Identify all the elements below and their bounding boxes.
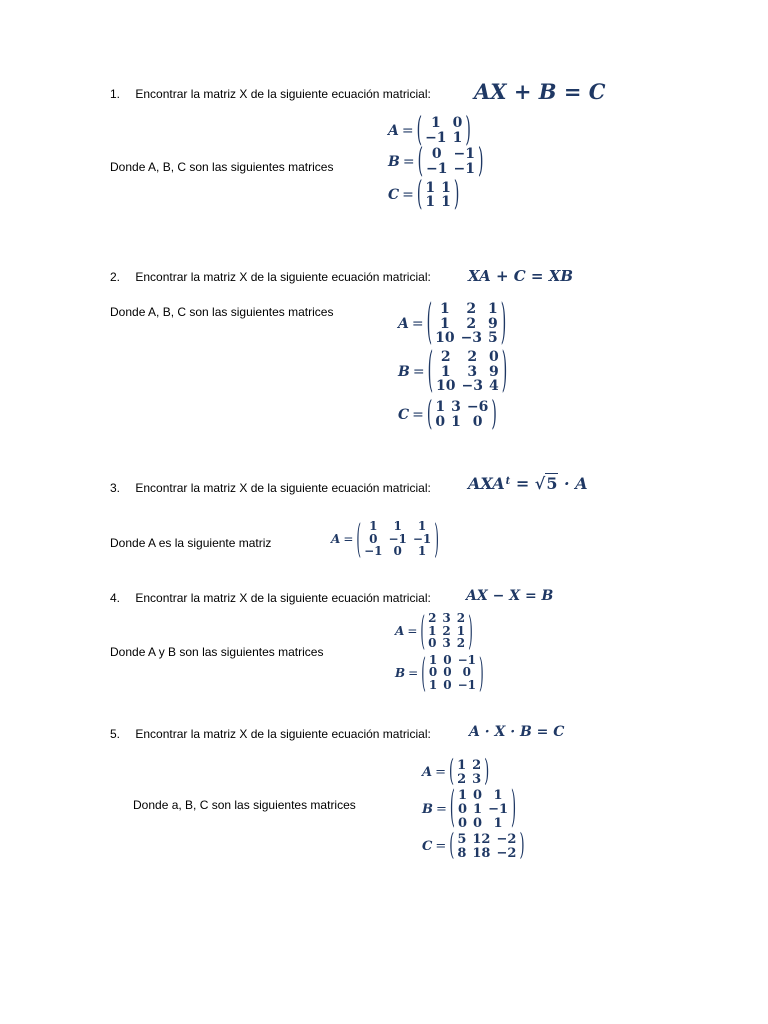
matrix-cell: 2 xyxy=(456,636,466,651)
left-paren: ( xyxy=(449,755,455,790)
matrix-cell: 2 xyxy=(466,301,477,317)
left-paren: ( xyxy=(416,176,423,215)
matrix-cell: 0 xyxy=(431,146,442,163)
problem-5-description: Donde a, B, C son las siguientes matrices xyxy=(133,798,356,812)
matrix-b xyxy=(398,344,508,400)
matrix-cell: 0 xyxy=(462,665,471,680)
matrix-cell: 0 xyxy=(428,636,437,651)
matrix-cell: 2 xyxy=(467,349,478,366)
matrix-a xyxy=(331,515,439,562)
matrix-cell: 1 xyxy=(457,758,467,773)
matrix-equals: = xyxy=(407,623,418,638)
matrix-cell: 0 xyxy=(369,531,378,546)
right-paren: ) xyxy=(519,829,525,865)
matrix-cell: 1 xyxy=(417,544,427,559)
matrix-cell: −1 xyxy=(412,531,432,546)
sqrt-radicand: 5 xyxy=(546,474,558,493)
matrix-grid xyxy=(433,350,502,394)
matrix-cell: 1 xyxy=(457,788,468,804)
matrix-cell: 3 xyxy=(472,771,482,787)
matrix-cell: 0 xyxy=(443,677,452,692)
right-paren: ) xyxy=(511,784,517,835)
matrix-equals: = xyxy=(411,316,424,333)
equals-sign: = xyxy=(510,474,535,493)
problem-3-equation xyxy=(468,474,588,493)
matrix-cell: −1 xyxy=(457,652,477,667)
question-text: Encontrar la matriz X de la siguiente ecuación matricial: xyxy=(135,481,431,495)
transpose-superscript: t xyxy=(505,475,511,487)
problem-number: 5. xyxy=(110,727,121,741)
matrix-name: A xyxy=(388,122,399,139)
left-paren: ( xyxy=(421,649,426,696)
problem-4-matrices xyxy=(395,607,484,696)
matrix-cell: 1 xyxy=(435,399,446,416)
left-paren: ( xyxy=(449,829,455,865)
matrix-cell: 0 xyxy=(393,544,402,559)
problem-number: 2. xyxy=(110,270,121,284)
problem-2-matrix-a xyxy=(398,296,507,352)
problem-3-description: Donde A es la siguiente matriz xyxy=(110,536,272,550)
matrix-cell: −1 xyxy=(425,129,447,146)
matrix-grid xyxy=(454,833,519,860)
matrix-grid xyxy=(422,181,454,210)
matrix-cell: 10 xyxy=(436,378,456,395)
sqrt-sign: √ xyxy=(534,474,546,493)
matrix-b xyxy=(395,649,484,696)
matrix-grid xyxy=(454,759,484,786)
matrix-cell: 2 xyxy=(442,623,451,638)
equation-rhs: · A xyxy=(558,474,588,493)
matrix-name: A xyxy=(395,623,405,638)
right-paren: ) xyxy=(484,755,490,790)
matrix-equals: = xyxy=(408,665,419,680)
matrix-c xyxy=(422,829,525,865)
matrix-cell: 1 xyxy=(493,788,503,804)
matrix-cell: 1 xyxy=(440,363,451,380)
question-text: Encontrar la matriz X de la siguiente ecuación matricial: xyxy=(135,591,431,605)
problem-2-matrix-c xyxy=(398,395,507,435)
matrix-cell: −1 xyxy=(453,146,476,163)
matrix-cell: 3 xyxy=(467,363,478,380)
problem-5-question xyxy=(110,727,431,741)
matrix-cell: 0 xyxy=(428,665,438,680)
matrix-cell: 0 xyxy=(472,413,483,430)
matrix-cell: −2 xyxy=(496,845,517,861)
matrix-cell: 2 xyxy=(472,758,482,773)
matrix-cell: 9 xyxy=(489,363,499,380)
problem-5-matrix-b xyxy=(422,784,525,835)
matrix-cell: −1 xyxy=(488,801,509,817)
matrix-cell: 1 xyxy=(425,194,436,211)
problem-4-matrix-b xyxy=(395,649,484,696)
problem-1-matrices xyxy=(388,111,484,215)
problem-2-equation: XA + C = XB xyxy=(468,267,574,285)
matrix-cell: 1 xyxy=(452,129,463,146)
problem-number: 4. xyxy=(110,591,121,605)
matrix-cell: 2 xyxy=(466,315,477,332)
matrix-grid xyxy=(423,147,478,176)
matrix-cell: 8 xyxy=(457,845,467,861)
matrix-cell: 1 xyxy=(439,315,450,332)
right-paren: ) xyxy=(453,176,460,215)
matrix-c xyxy=(388,176,483,215)
problem-2-matrices xyxy=(398,296,508,435)
question-text: Encontrar la matriz X de la siguiente ecuación matricial: xyxy=(135,727,431,741)
matrix-equals: = xyxy=(401,122,414,139)
matrix-name: B xyxy=(422,802,433,818)
matrix-cell: 5 xyxy=(488,330,498,347)
matrix-cell: 1 xyxy=(425,179,436,196)
problem-4-question xyxy=(110,591,431,605)
matrix-cell: −1 xyxy=(426,161,448,178)
matrix-cell: 0 xyxy=(443,665,452,680)
matrix-cell: 1 xyxy=(439,301,450,317)
matrix-cell: 10 xyxy=(435,330,455,347)
problem-5-equation: A · X · B = C xyxy=(469,724,565,740)
matrix-name: A xyxy=(398,316,409,333)
right-paren: ) xyxy=(501,344,508,400)
problem-2-matrix-b xyxy=(398,344,508,400)
right-paren: ) xyxy=(468,607,473,654)
right-paren: ) xyxy=(478,142,484,182)
matrix-name: C xyxy=(388,187,400,204)
left-paren: ( xyxy=(416,111,423,150)
problem-4-equation: AX − X = B xyxy=(466,588,554,604)
equation-lhs: AXA xyxy=(468,474,505,493)
matrix-cell: −6 xyxy=(466,399,489,416)
matrix-name: C xyxy=(422,839,433,855)
problem-3-matrix-a xyxy=(331,515,439,562)
problem-3-matrices xyxy=(331,515,439,562)
matrix-cell: −1 xyxy=(457,677,477,692)
left-paren: ( xyxy=(420,607,426,654)
problem-number: 3. xyxy=(110,481,121,495)
matrix-grid xyxy=(455,789,511,830)
matrix-equals: = xyxy=(412,364,425,381)
matrix-equals: = xyxy=(436,802,447,818)
problem-1-matrix-c xyxy=(388,176,483,215)
matrix-grid xyxy=(432,400,491,429)
matrix-cell: 0 xyxy=(473,815,483,831)
matrix-name: A xyxy=(331,531,341,546)
matrix-cell: 2 xyxy=(428,611,437,625)
question-text: Encontrar la matriz X de la siguiente ecuación matricial: xyxy=(135,270,431,284)
matrix-cell: 1 xyxy=(428,623,437,638)
question-text: Encontrar la matriz X de la siguiente ecuación matricial: xyxy=(135,87,431,101)
matrix-equals: = xyxy=(435,839,447,855)
matrix-cell: 0 xyxy=(452,115,463,131)
matrix-equals: = xyxy=(343,531,354,546)
matrix-cell: 0 xyxy=(457,801,468,817)
matrix-cell: 1 xyxy=(428,677,438,692)
matrix-name: B xyxy=(398,364,410,381)
matrix-cell: 18 xyxy=(472,845,491,861)
problem-1-matrix-b xyxy=(388,142,484,182)
matrix-grid xyxy=(422,116,465,145)
matrix-cell: 3 xyxy=(442,636,451,651)
matrix-grid xyxy=(432,302,501,346)
matrix-equals: = xyxy=(402,154,415,171)
matrix-a xyxy=(395,607,484,654)
matrix-c xyxy=(398,395,507,435)
matrix-cell: 0 xyxy=(443,652,452,667)
matrix-cell: 0 xyxy=(457,815,468,831)
matrix-cell: 5 xyxy=(457,832,467,848)
matrix-name: C xyxy=(398,406,410,423)
matrix-cell: 0 xyxy=(473,788,483,804)
matrix-cell: 0 xyxy=(435,413,446,430)
matrix-cell: −3 xyxy=(460,330,483,347)
matrix-cell: −1 xyxy=(453,161,476,178)
matrix-cell: 9 xyxy=(488,315,498,332)
left-paren: ( xyxy=(417,142,424,182)
matrix-cell: 3 xyxy=(442,611,451,625)
matrix-cell: 1 xyxy=(488,301,498,317)
matrix-cell: 2 xyxy=(456,611,466,625)
right-paren: ) xyxy=(434,515,439,562)
matrix-cell: 1 xyxy=(456,623,466,638)
matrix-cell: 1 xyxy=(393,519,402,533)
problem-4-description: Donde A y B son las siguientes matrices xyxy=(110,645,324,659)
matrix-equals: = xyxy=(412,406,424,423)
left-paren: ( xyxy=(427,344,434,400)
matrix-cell: −1 xyxy=(388,531,407,546)
matrix-cell: 2 xyxy=(457,771,467,787)
matrix-cell: 1 xyxy=(441,194,451,211)
problem-5-matrices xyxy=(422,755,525,865)
matrix-a xyxy=(388,111,483,150)
matrix-cell: 1 xyxy=(441,179,451,196)
matrix-cell: 1 xyxy=(369,519,378,533)
problem-2-description: Donde A, B, C son las siguientes matrices xyxy=(110,305,334,319)
matrix-equals: = xyxy=(435,765,446,781)
matrix-equals: = xyxy=(402,187,414,204)
matrix-cell: −3 xyxy=(461,378,484,395)
matrix-name: A xyxy=(422,765,433,781)
matrix-cell: 1 xyxy=(417,519,427,533)
matrix-a xyxy=(398,296,507,352)
left-paren: ( xyxy=(426,296,433,352)
right-paren: ) xyxy=(465,111,471,150)
matrix-cell: 1 xyxy=(428,652,438,667)
problem-number: 1. xyxy=(110,87,121,101)
problem-1-equation: AX + B = C xyxy=(474,79,606,104)
matrix-cell: 1 xyxy=(451,413,461,430)
matrix-cell: −2 xyxy=(496,832,517,848)
matrix-cell: 1 xyxy=(493,815,503,831)
matrix-cell: 1 xyxy=(473,801,483,817)
problem-2-question xyxy=(110,270,431,284)
problem-4-matrix-a xyxy=(395,607,484,654)
problem-5-matrix-c xyxy=(422,829,525,865)
matrix-cell: 4 xyxy=(489,378,499,395)
matrix-cell: 1 xyxy=(430,115,441,131)
matrix-grid xyxy=(426,654,479,692)
problem-5-matrix-a xyxy=(422,755,525,790)
matrix-b xyxy=(422,784,525,835)
matrix-cell: −1 xyxy=(364,544,383,559)
left-paren: ( xyxy=(356,515,362,562)
problem-3-question xyxy=(110,481,431,495)
right-paren: ) xyxy=(479,649,484,696)
left-paren: ( xyxy=(449,784,455,835)
matrix-name: B xyxy=(388,154,400,171)
matrix-name: B xyxy=(395,665,406,680)
problem-1-matrix-a xyxy=(388,111,483,150)
problem-1-question xyxy=(110,87,431,101)
matrix-a xyxy=(422,755,525,790)
matrix-b xyxy=(388,142,484,182)
matrix-cell: 0 xyxy=(489,349,499,366)
right-paren: ) xyxy=(491,395,497,435)
matrix-cell: 12 xyxy=(472,832,491,848)
matrix-cell: 2 xyxy=(440,349,451,366)
problem-1-description: Donde A, B, C son las siguientes matrices xyxy=(110,160,334,174)
matrix-grid xyxy=(361,520,434,558)
left-paren: ( xyxy=(426,395,433,435)
right-paren: ) xyxy=(500,296,507,352)
matrix-grid xyxy=(425,612,468,650)
matrix-cell: 3 xyxy=(451,399,461,416)
